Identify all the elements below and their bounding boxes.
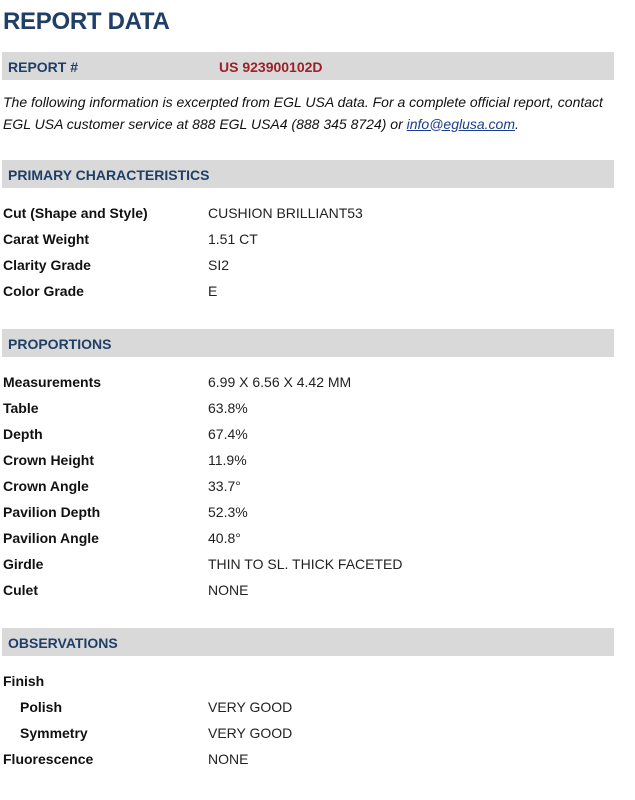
row-value: 33.7° (208, 478, 241, 494)
table-row (3, 283, 603, 303)
row-value: SI2 (208, 257, 230, 273)
row-value: 6.99 X 6.56 X 4.42 MM (208, 374, 352, 390)
row-value: 67.4% (208, 426, 248, 442)
row-label: Carat Weight (3, 231, 90, 247)
table-row (3, 205, 603, 225)
row-label: Crown Angle (3, 478, 89, 494)
report-number-value: US 923900102D (219, 59, 323, 75)
section-header-proportions (2, 329, 614, 357)
table-row (3, 556, 603, 576)
row-label: Symmetry (20, 725, 88, 741)
row-label: Finish (3, 673, 45, 689)
intro-text: The following information is excerpted from EGL USA data. For a complete official report, contact EGL USA customer service at 888 EGL USA4 (888 345 8724) or (3, 94, 603, 132)
section-heading: PRIMARY CHARACTERISTICS (8, 167, 210, 183)
row-label: Depth (3, 426, 43, 442)
row-label: Pavilion Angle (3, 530, 99, 546)
row-value: VERY GOOD (208, 725, 293, 741)
row-value: 1.51 CT (208, 231, 258, 247)
row-label: Crown Height (3, 452, 94, 468)
row-value: 40.8° (208, 530, 241, 546)
table-row (3, 231, 603, 251)
row-label: Table (3, 400, 39, 416)
table-row (3, 504, 603, 524)
row-value: NONE (208, 582, 249, 598)
table-row (3, 478, 603, 498)
table-row (3, 257, 603, 277)
row-label: Pavilion Depth (3, 504, 101, 520)
section-header-primary (2, 160, 614, 188)
table-row (3, 400, 603, 420)
row-label: Color Grade (3, 283, 84, 299)
row-value: NONE (208, 751, 249, 767)
row-value: CUSHION BRILLIANT53 (208, 205, 363, 221)
page-title: REPORT DATA (3, 8, 170, 35)
row-label: Measurements (3, 374, 102, 390)
section-header-observations (2, 628, 614, 656)
table-row (3, 452, 603, 472)
row-value: 11.9% (208, 452, 247, 468)
report-number-bar (2, 52, 614, 80)
table-row (3, 582, 603, 602)
report-number-label: REPORT # (8, 59, 79, 75)
email-link[interactable]: info@eglusa.com (406, 115, 516, 132)
table-row (3, 699, 603, 719)
table-row (3, 374, 603, 394)
row-label: Cut (Shape and Style) (3, 205, 148, 221)
table-row (3, 673, 603, 693)
table-row (3, 426, 603, 446)
row-label: Polish (20, 699, 63, 715)
row-label: Culet (3, 582, 38, 598)
table-row (3, 530, 603, 550)
table-row (3, 725, 603, 745)
row-value: E (208, 283, 218, 299)
row-value: 52.3% (208, 504, 248, 520)
row-value: THIN TO SL. THICK FACETED (208, 556, 403, 572)
row-value: VERY GOOD (208, 699, 293, 715)
row-label: Fluorescence (3, 751, 94, 767)
intro-paragraph (3, 92, 603, 135)
row-value: 63.8% (208, 400, 248, 416)
intro-suffix: . (515, 115, 519, 132)
section-heading: PROPORTIONS (8, 336, 112, 352)
table-row (3, 751, 603, 771)
section-heading: OBSERVATIONS (8, 635, 118, 651)
row-label: Clarity Grade (3, 257, 91, 273)
row-label: Girdle (3, 556, 44, 572)
